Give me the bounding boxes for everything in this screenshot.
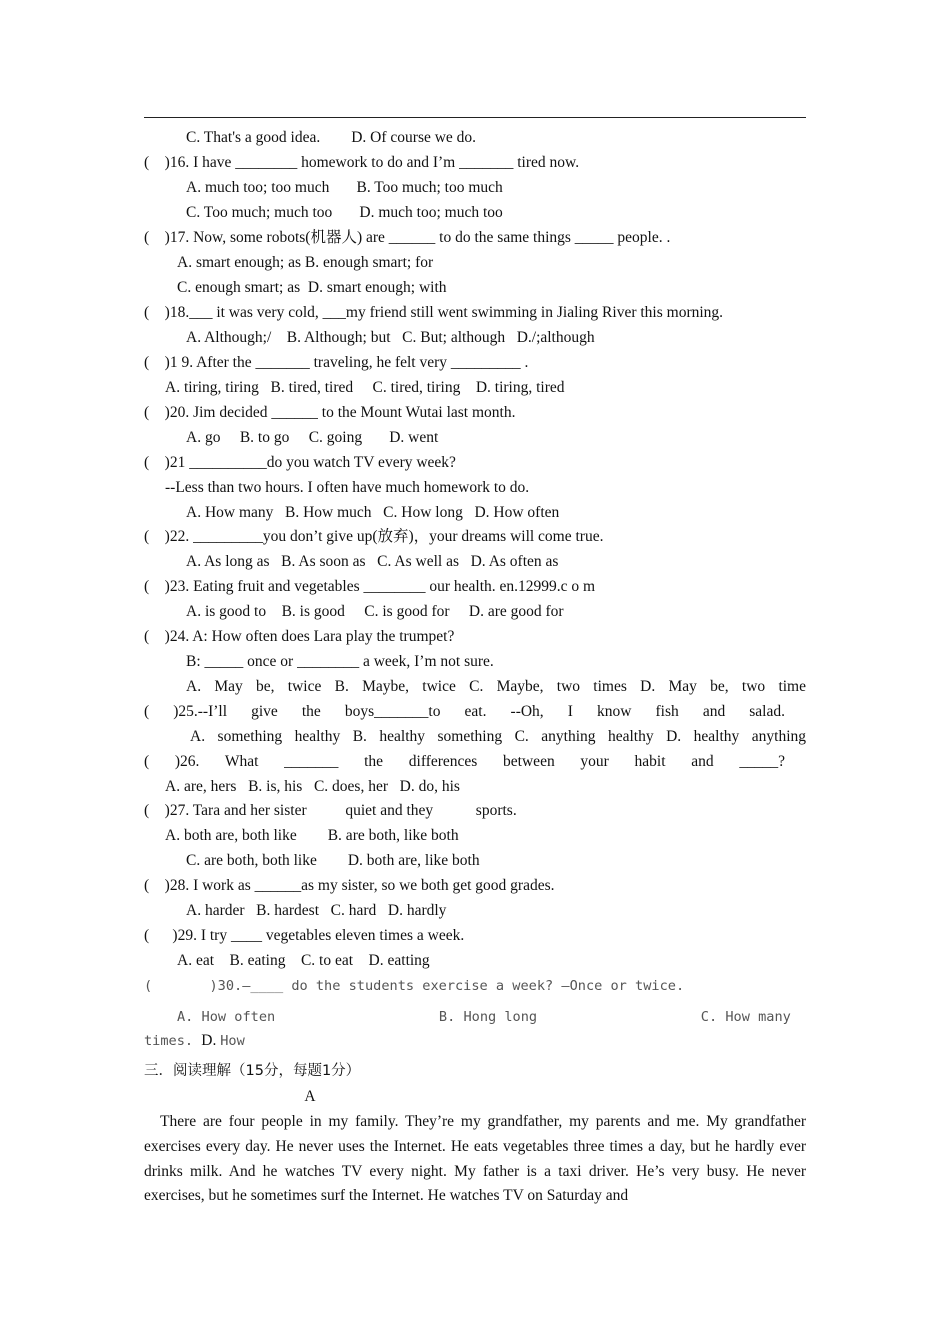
options-16a: A. much too; too much B. Too much; too much (186, 179, 503, 196)
question-28: ( )28. I work as ______as my sister, so we both get good grades. (144, 877, 555, 894)
passage-text: There are four people in my family. They’re my grandfather, my parents and me. My grandfather exercises every day. He never uses the Internet. He eats vegetables three times a day, but he hardly ever drinks milk. And he watches TV every night. My father is a taxi driver. He’s very busy. He never exercises, but he sometimes surf the Internet. He watches TV on Saturday and (144, 1113, 806, 1205)
question-25: ( )25.--I’ll give the boys_______to eat. --Oh, I know fish and salad. (144, 703, 785, 720)
question-18: ( )18.___ it was very cold, ___my friend still went swimming in Jialing River this morning. (144, 304, 724, 321)
header-rule (144, 117, 806, 118)
options-30b-prefix: times. (144, 1033, 202, 1049)
options-26: A. are, hers B. is, his C. does, her D. do, his (165, 778, 460, 795)
question-24-reply: B: _____ once or ________ a week, I’m not sure. (186, 653, 494, 670)
options-27b: C. are both, both like D. both are, like both (186, 852, 480, 869)
question-21: ( )21 __________do you watch TV every week? (144, 454, 456, 471)
options-21: A. How many B. How much C. How long D. How often (186, 504, 560, 521)
options-16b: C. Too much; much too D. much too; much too (186, 204, 503, 221)
question-17: ( )17. Now, some robots(机器人) are ______ to do the same things _____ people. . (144, 229, 671, 246)
question-22: ( )22. _________you don’t give up(放弃)，your dreams will come true. (144, 528, 604, 545)
question-20: ( )20. Jim decided ______ to the Mount Wutai last month. (144, 404, 516, 421)
options-30b-text: How (220, 1033, 245, 1049)
options-30b-letter: D. (201, 1032, 221, 1049)
option-line-15b: C. That's a good idea. D. Of course we do. (186, 129, 477, 146)
options-17a: A. smart enough; as B. enough smart; for (177, 254, 434, 271)
section-heading: 三．阅读理解（15分，每题1分） (144, 1063, 361, 1079)
question-16: ( )16. I have ________ homework to do and I’m _______ tired now. (144, 154, 580, 171)
question-29: ( )29. I try ____ vegetables eleven times a week. (144, 927, 465, 944)
options-30b (144, 1032, 245, 1050)
options-22: A. As long as B. As soon as C. As well as D. As often as (186, 553, 559, 570)
options-19: A. tiring, tiring B. tired, tired C. tired, tiring D. tiring, tired (165, 379, 565, 396)
question-27: ( )27. Tara and her sister quiet and they sports. (144, 802, 517, 819)
question-19: ( )1 9. After the _______ traveling, he felt very _________ . (144, 354, 529, 371)
question-30: ( )30.—____ do the students exercise a week? —Once or twice. (144, 978, 685, 994)
options-20: A. go B. to go C. going D. went (186, 429, 439, 446)
reading-passage (144, 1110, 806, 1209)
options-29: A. eat B. eating C. to eat D. eatting (177, 952, 430, 969)
options-25: A. something healthy B. healthy something C. anything healthy D. healthy anything (190, 728, 806, 745)
options-18: A. Although;/ B. Although; but C. But; although D./;although (186, 329, 595, 346)
options-17b: C. enough smart; as D. smart enough; with (177, 279, 447, 296)
question-26: ( )26. What _______ the differences between your habit and _____? (144, 753, 785, 770)
passage-label: A (304, 1088, 316, 1105)
question-24: ( )24. A: How often does Lara play the trumpet? (144, 628, 455, 645)
options-23: A. is good to B. is good C. is good for D. are good for (186, 603, 564, 620)
options-24: A. May be, twice B. Maybe, twice C. Maybe, two times D. May be, two time (186, 678, 806, 695)
question-23: ( )23. Eating fruit and vegetables ________ our health. en.12999.c o m (144, 578, 596, 595)
options-30a: A. How often B. Hong long C. How many (177, 1009, 791, 1025)
options-28: A. harder B. hardest C. hard D. hardly (186, 902, 447, 919)
options-27a: A. both are, both like B. are both, like both (165, 827, 459, 844)
question-21-reply: --Less than two hours. I often have much homework to do. (165, 479, 530, 496)
